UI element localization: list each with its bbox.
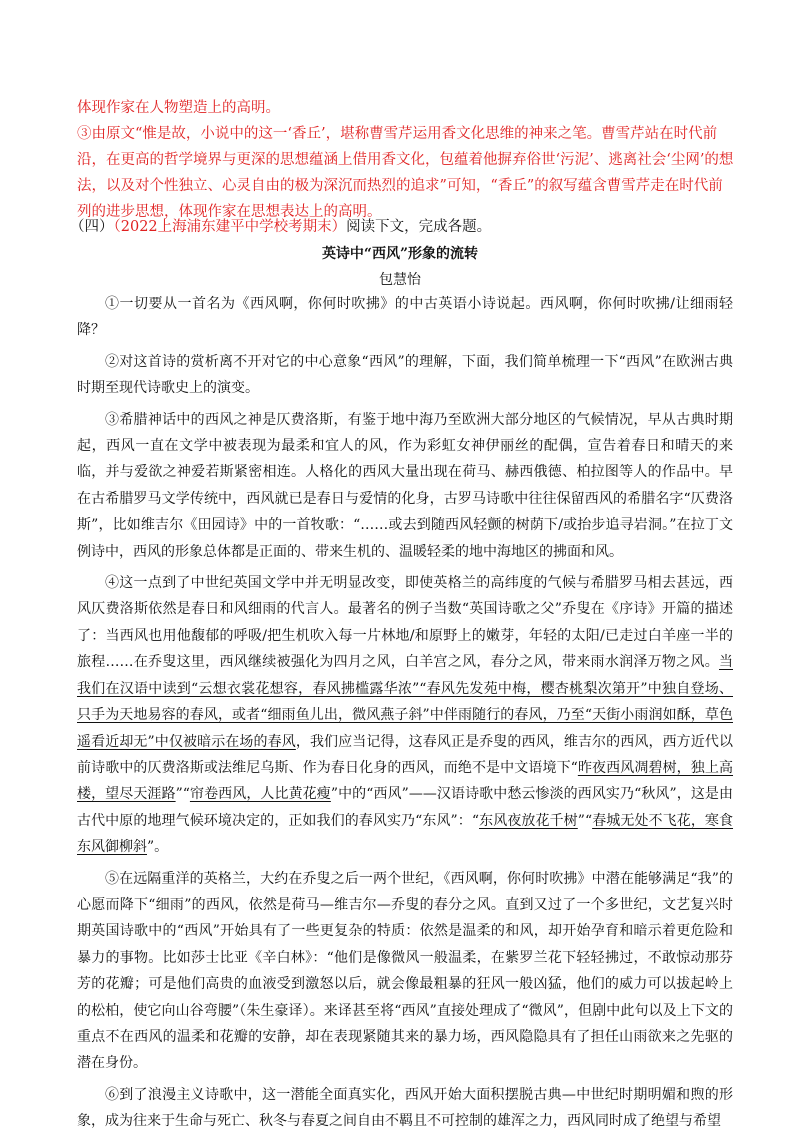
section-instruction: 阅读下文，完成各题。 (346, 219, 492, 235)
underlined-passage: 当我们在汉语中读到“云想衣裳花想容，春风拂槛露华浓”“春风先发苑中梅，樱杏桃梨次第开”中独自登场、只手为天地易容的春风，或者“细雨鱼儿出，微风燕子斜”中伴雨随行的春风，乃至“天街小雨润如酥，草色遥看近却无”中仅被暗示在场的春风 (77, 654, 733, 750)
paragraph-2: ②对这首诗的赏析离不开对它的中心意象“西风”的理解，下面，我们简单梳理一下“西风”在欧洲古典时期至现代诗歌史上的演变。 (77, 353, 733, 397)
underlined-quote: 东风夜放花千树 (479, 812, 578, 829)
article-title: 英诗中“西风”形象的流转 (321, 246, 479, 262)
underlined-quote: 昨夜西风凋碧树，独上高楼，望尽天涯路 (77, 759, 734, 803)
exam-source: （2022上海浦东建平中学校考期末） (113, 219, 347, 235)
answer-text (77, 95, 737, 225)
paragraph-4-part: ”“ (175, 786, 190, 803)
section-number: （四） (70, 219, 114, 235)
section-header (70, 214, 740, 240)
answer-point-3: ③由原文“惟是故，小说中的这一‘香丘’，堪称曹雪芹运用香文化思维的神来之笔。曹雪芹站在时代前沿，在更高的哲学境界与更深的思想蕴涵上借用香文化，包蕴着他摒弃俗世‘污泥’、逃离社会‘尘网’的想法，以及对个性独立、心灵自由的极为深沉而热烈的追求”可知，“香丘”的叙写蕴含曹雪芹走在时代前列的进步思想，体现作家在思想表达上的高明。 (77, 126, 734, 220)
paragraph-4-part: ，我们应当记得，这春风正是乔叟的西风，维吉尔的西风，西方近代以前诗歌中的仄费洛斯或法维尼乌斯、作为春日化身的西风，而绝不是中文语境下“ (77, 733, 733, 776)
paragraph-4-part: ”“ (577, 812, 593, 829)
article-author: 包慧怡 (379, 272, 421, 288)
answer-line: 体现作家在人物塑造上的高明。 (77, 100, 280, 116)
paragraph-4-part: ”中的“西风”——汉语诗歌中愁云惨淡的西风实乃“秋风”，这是由古代中原的地理气候环境决定的，正如我们的春风实乃“东风”：“ (77, 786, 734, 829)
paragraph-5: ⑤在远隔重洋的英格兰，大约在乔叟之后一两个世纪，《西风啊，你何时吹拂》中潜在能够满足“我”的心愿而降下“细雨”的西风，依然是荷马—维吉尔—乔叟的春分之风。直到又过了一个多世纪，文艺复兴时期英国诗歌中的“西风”开始具有了一些更复杂的特质：依然是温柔的和风，却开始孕育和暗示着更危险和暴力的事物。比如莎士比亚《辛白林》：“他们是像微风一般温柔，在紫罗兰花下轻轻拂过，不敢惊动那芬芳的花瓣；可是他们高贵的血液受到激怒以后，就会像最粗暴的狂风一般凶猛，他们的威力可以拔起岭上的松柏，使它向山谷弯腰”（朱生豪译）。来译甚至将“西风”直接处理成了“微风”，但剧中此句以及上下文的重点不在西风的温柔和花瓣的安静，却在表现紧随其来的暴力场，西风隐隐具有了担任山雨欲来之先驱的潜在身份。 (77, 870, 733, 1072)
underlined-quote: 春城无处不飞花，寒食东风御柳斜 (77, 812, 734, 856)
paragraph-1: ①一切要从一首名为《西风啊，你何时吹拂》的中古英语小诗说起。西风啊，你何时吹拂/让细雨轻降？ (77, 296, 733, 339)
paragraph-4-part: ”。 (147, 839, 169, 856)
paragraph-6: ⑥到了浪漫主义诗歌中，这一潜能全面真实化，西风开始大面积摆脱古典—中世纪时期明媚和煦的形象，成为往来于生命与死亡、秋冬与春夏之间自由不羁且不可控制的雄浑之力，西风同时成了绝望与希望 (77, 1086, 733, 1130)
paragraph-3: ③希腊神话中的西风之神是仄费洛斯，有鉴于地中海乃至欧洲大部分地区的气候情况，早从古典时期起，西风一直在文学中被表现为最柔和宜人的风，作为彩虹女神伊丽丝的配偶，宣告着春日和晴天的来临，并与爱欲之神爱若斯紧密相连。人格化的西风大量出现在荷马、赫西俄德、柏拉图等人的作品中。早在古希腊罗马文学传统中，西风就已是春日与爱情的化身，古罗马诗歌中往往保留西风的希腊名字“仄费洛斯”，比如维吉尔《田园诗》中的一首牧歌：“……或去到随西风轻颤的树荫下/或抬步追寻岩洞。”在拉丁文例诗中，西风的形象总体都是正面的、带来生机的、温暖轻柔的地中海地区的拂面和风。 (77, 411, 733, 560)
paragraph-4 (77, 570, 733, 860)
article-body (77, 291, 733, 1140)
underlined-quote: 帘卷西风，人比黄花瘦 (189, 786, 331, 803)
paragraph-4-part: ④这一点到了中世纪英国文学中并无明显改变，即使英格兰的高纬度的气候与希腊罗马相去甚远，西风仄费洛斯依然是春日和风细雨的代言人。最著名的例子当数“英国诗歌之父”乔叟在《序诗》开篇的描述了：当西风也用他馥郁的呼吸/把生机吹入每一片林地/和原野上的嫩芽，年轻的太阳/已走过白羊座一半的旅程……在乔叟这里，西风继续被强化为四月之风，白羊宫之风，春分之风，带来雨水润泽万物之风。 (77, 575, 733, 671)
